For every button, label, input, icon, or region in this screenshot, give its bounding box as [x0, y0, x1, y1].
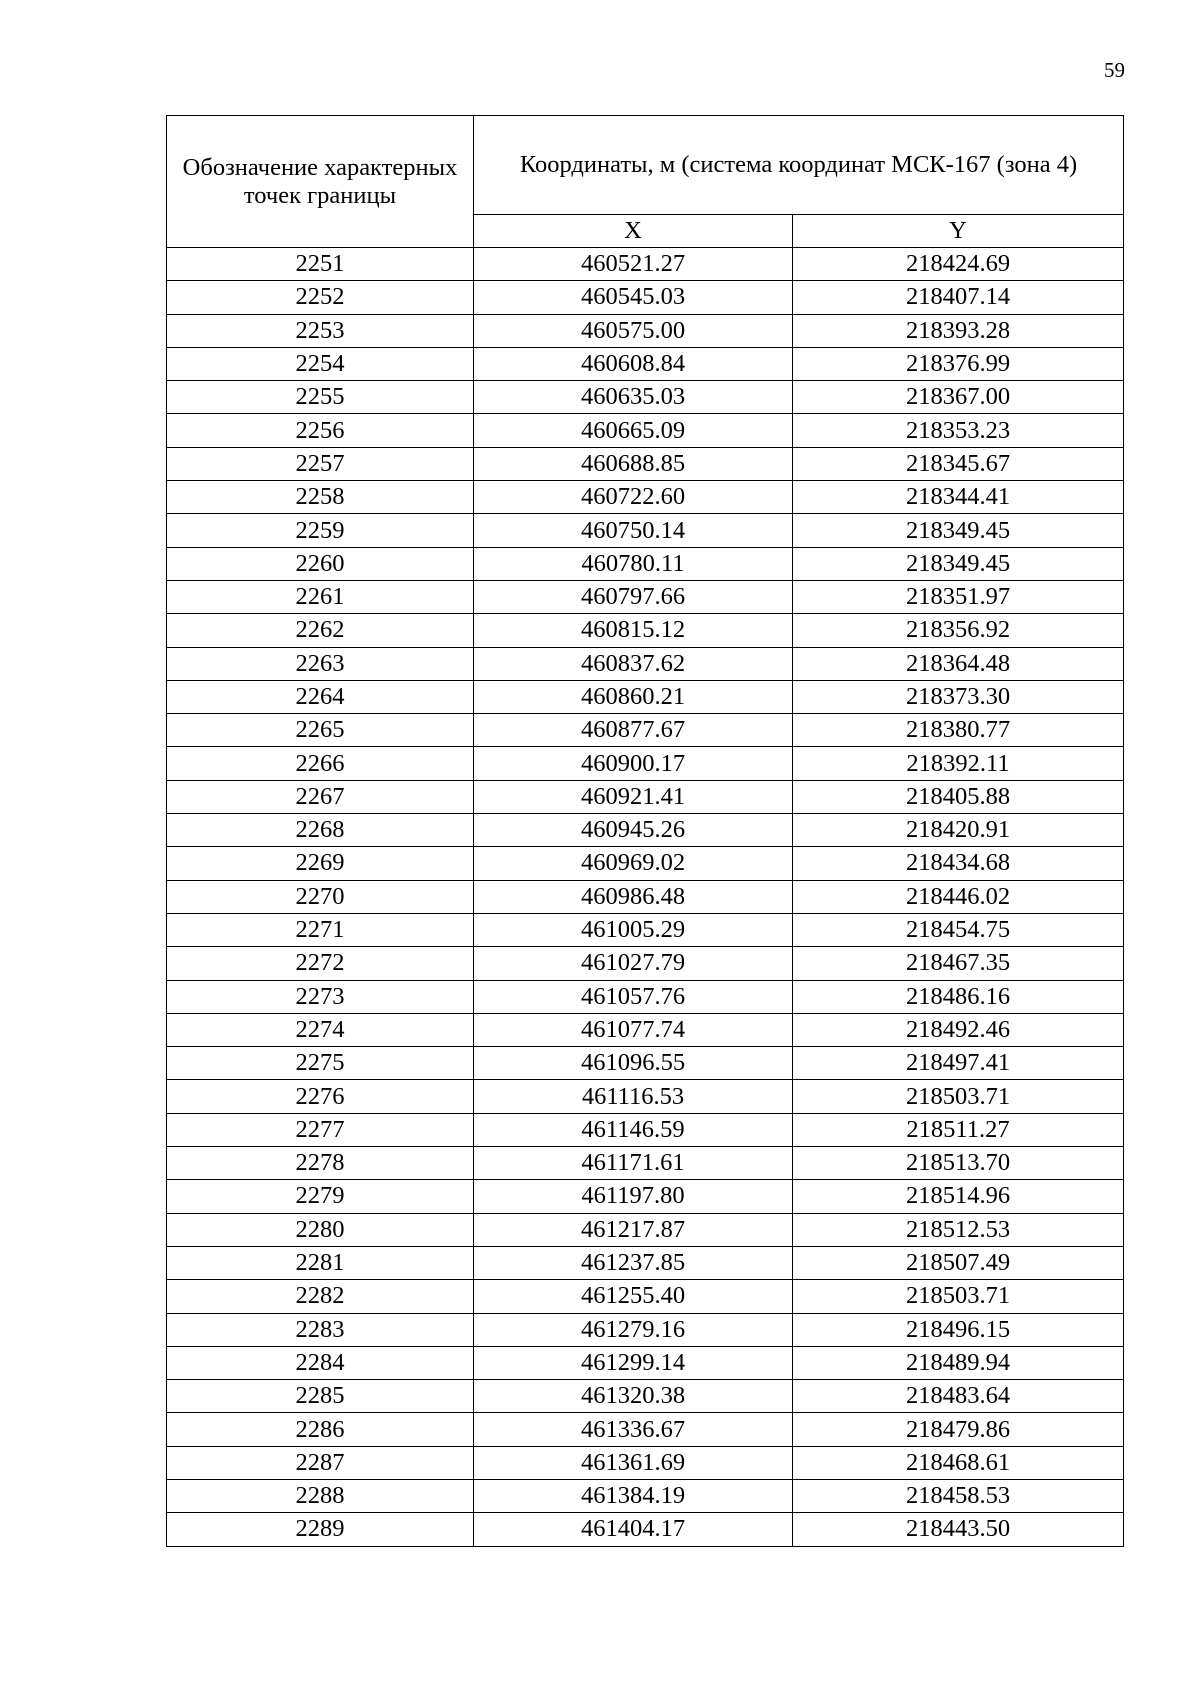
x-cell: 460837.62 [474, 647, 793, 680]
x-cell: 460521.27 [474, 248, 793, 281]
table-row [167, 814, 1124, 847]
point-cell: 2266 [167, 747, 474, 780]
table-row [167, 1246, 1124, 1279]
y-cell: 218345.67 [793, 447, 1124, 480]
y-cell: 218492.46 [793, 1013, 1124, 1046]
point-cell: 2274 [167, 1013, 474, 1046]
y-cell: 218443.50 [793, 1513, 1124, 1546]
point-cell: 2283 [167, 1313, 474, 1346]
x-cell: 460688.85 [474, 447, 793, 480]
point-cell: 2272 [167, 947, 474, 980]
x-cell: 460665.09 [474, 414, 793, 447]
y-cell: 218497.41 [793, 1047, 1124, 1080]
x-cell: 460860.21 [474, 680, 793, 713]
y-cell: 218349.45 [793, 514, 1124, 547]
y-cell: 218479.86 [793, 1413, 1124, 1446]
point-cell: 2280 [167, 1213, 474, 1246]
x-cell: 461361.69 [474, 1446, 793, 1479]
table-row [167, 647, 1124, 680]
x-cell: 460969.02 [474, 847, 793, 880]
x-cell: 461255.40 [474, 1280, 793, 1313]
y-cell: 218468.61 [793, 1446, 1124, 1479]
y-cell: 218344.41 [793, 481, 1124, 514]
x-cell: 460722.60 [474, 481, 793, 514]
point-cell: 2271 [167, 913, 474, 946]
point-cell: 2275 [167, 1047, 474, 1080]
y-cell: 218407.14 [793, 281, 1124, 314]
y-cell: 218467.35 [793, 947, 1124, 980]
table-row [167, 414, 1124, 447]
point-cell: 2252 [167, 281, 474, 314]
point-cell: 2254 [167, 347, 474, 380]
table-row [167, 381, 1124, 414]
y-cell: 218489.94 [793, 1346, 1124, 1379]
table-row [167, 614, 1124, 647]
table-row [167, 547, 1124, 580]
y-cell: 218454.75 [793, 913, 1124, 946]
y-cell: 218514.96 [793, 1180, 1124, 1213]
point-cell: 2276 [167, 1080, 474, 1113]
x-cell: 460797.66 [474, 580, 793, 613]
table-row [167, 1346, 1124, 1379]
y-cell: 218393.28 [793, 314, 1124, 347]
x-cell: 460986.48 [474, 880, 793, 913]
y-cell: 218507.49 [793, 1246, 1124, 1279]
point-cell: 2287 [167, 1446, 474, 1479]
x-cell: 461197.80 [474, 1180, 793, 1213]
table-row [167, 314, 1124, 347]
x-cell: 460635.03 [474, 381, 793, 414]
table-row [167, 1280, 1124, 1313]
point-cell: 2269 [167, 847, 474, 880]
table-row [167, 780, 1124, 813]
table-row [167, 347, 1124, 380]
point-cell: 2261 [167, 580, 474, 613]
y-cell: 218351.97 [793, 580, 1124, 613]
point-cell: 2286 [167, 1413, 474, 1446]
point-cell: 2282 [167, 1280, 474, 1313]
x-cell: 460900.17 [474, 747, 793, 780]
y-cell: 218503.71 [793, 1280, 1124, 1313]
x-cell: 461146.59 [474, 1113, 793, 1146]
point-cell: 2255 [167, 381, 474, 414]
point-cell: 2277 [167, 1113, 474, 1146]
table-row [167, 481, 1124, 514]
point-cell: 2273 [167, 980, 474, 1013]
y-cell: 218486.16 [793, 980, 1124, 1013]
table-row [167, 1147, 1124, 1180]
point-cell: 2268 [167, 814, 474, 847]
y-cell: 218513.70 [793, 1147, 1124, 1180]
y-cell: 218512.53 [793, 1213, 1124, 1246]
point-cell: 2265 [167, 714, 474, 747]
table-row [167, 1013, 1124, 1046]
y-cell: 218376.99 [793, 347, 1124, 380]
point-cell: 2289 [167, 1513, 474, 1546]
x-cell: 460877.67 [474, 714, 793, 747]
coordinates-table [166, 115, 1124, 1547]
header-coordinates-label: Координаты, м (система координат МСК-167 (зона 4) [474, 116, 1124, 215]
x-cell: 460945.26 [474, 814, 793, 847]
x-cell: 461217.87 [474, 1213, 793, 1246]
x-cell: 460815.12 [474, 614, 793, 647]
x-cell: 460545.03 [474, 281, 793, 314]
y-cell: 218392.11 [793, 747, 1124, 780]
table-row [167, 1180, 1124, 1213]
y-cell: 218373.30 [793, 680, 1124, 713]
x-cell: 460921.41 [474, 780, 793, 813]
y-cell: 218405.88 [793, 780, 1124, 813]
x-cell: 460780.11 [474, 547, 793, 580]
header-point-label: Обозначение характерных точек границы [167, 116, 474, 248]
table-row [167, 1479, 1124, 1512]
x-cell: 461279.16 [474, 1313, 793, 1346]
y-cell: 218446.02 [793, 880, 1124, 913]
table-row [167, 680, 1124, 713]
x-cell: 461336.67 [474, 1413, 793, 1446]
table-row [167, 1213, 1124, 1246]
y-cell: 218458.53 [793, 1479, 1124, 1512]
table-body [167, 248, 1124, 1547]
table-row [167, 281, 1124, 314]
y-cell: 218349.45 [793, 547, 1124, 580]
y-cell: 218380.77 [793, 714, 1124, 747]
point-cell: 2267 [167, 780, 474, 813]
table-row [167, 1413, 1124, 1446]
point-cell: 2288 [167, 1479, 474, 1512]
table-row [167, 1047, 1124, 1080]
point-cell: 2260 [167, 547, 474, 580]
x-cell: 461077.74 [474, 1013, 793, 1046]
table-row [167, 447, 1124, 480]
y-cell: 218353.23 [793, 414, 1124, 447]
table-row [167, 747, 1124, 780]
point-cell: 2281 [167, 1246, 474, 1279]
x-cell: 460608.84 [474, 347, 793, 380]
y-cell: 218511.27 [793, 1113, 1124, 1146]
x-cell: 460750.14 [474, 514, 793, 547]
x-cell: 461057.76 [474, 980, 793, 1013]
point-cell: 2278 [167, 1147, 474, 1180]
point-cell: 2259 [167, 514, 474, 547]
table-row [167, 1080, 1124, 1113]
table-row [167, 947, 1124, 980]
y-cell: 218424.69 [793, 248, 1124, 281]
x-cell: 461404.17 [474, 1513, 793, 1546]
y-cell: 218356.92 [793, 614, 1124, 647]
x-cell: 461096.55 [474, 1047, 793, 1080]
table-row [167, 1446, 1124, 1479]
x-cell: 461027.79 [474, 947, 793, 980]
point-cell: 2285 [167, 1380, 474, 1413]
table-row [167, 1113, 1124, 1146]
point-cell: 2279 [167, 1180, 474, 1213]
table-row [167, 514, 1124, 547]
y-cell: 218434.68 [793, 847, 1124, 880]
table-row [167, 880, 1124, 913]
page-number: 59 [1104, 58, 1125, 82]
y-cell: 218496.15 [793, 1313, 1124, 1346]
point-cell: 2253 [167, 314, 474, 347]
table-row [167, 1513, 1124, 1546]
point-cell: 2263 [167, 647, 474, 680]
header-x-label: X [474, 215, 793, 248]
table-row [167, 1380, 1124, 1413]
point-cell: 2256 [167, 414, 474, 447]
x-cell: 461299.14 [474, 1346, 793, 1379]
table-row [167, 248, 1124, 281]
table-row [167, 913, 1124, 946]
point-cell: 2251 [167, 248, 474, 281]
table-row [167, 1313, 1124, 1346]
point-cell: 2270 [167, 880, 474, 913]
point-cell: 2258 [167, 481, 474, 514]
x-cell: 461171.61 [474, 1147, 793, 1180]
y-cell: 218364.48 [793, 647, 1124, 680]
y-cell: 218420.91 [793, 814, 1124, 847]
x-cell: 461116.53 [474, 1080, 793, 1113]
header-y-label: Y [793, 215, 1124, 248]
y-cell: 218503.71 [793, 1080, 1124, 1113]
table-row [167, 580, 1124, 613]
table-row [167, 714, 1124, 747]
y-cell: 218483.64 [793, 1380, 1124, 1413]
x-cell: 460575.00 [474, 314, 793, 347]
point-cell: 2284 [167, 1346, 474, 1379]
x-cell: 461005.29 [474, 913, 793, 946]
x-cell: 461384.19 [474, 1479, 793, 1512]
point-cell: 2257 [167, 447, 474, 480]
table-row [167, 980, 1124, 1013]
point-cell: 2262 [167, 614, 474, 647]
y-cell: 218367.00 [793, 381, 1124, 414]
point-cell: 2264 [167, 680, 474, 713]
x-cell: 461320.38 [474, 1380, 793, 1413]
x-cell: 461237.85 [474, 1246, 793, 1279]
table-row [167, 847, 1124, 880]
